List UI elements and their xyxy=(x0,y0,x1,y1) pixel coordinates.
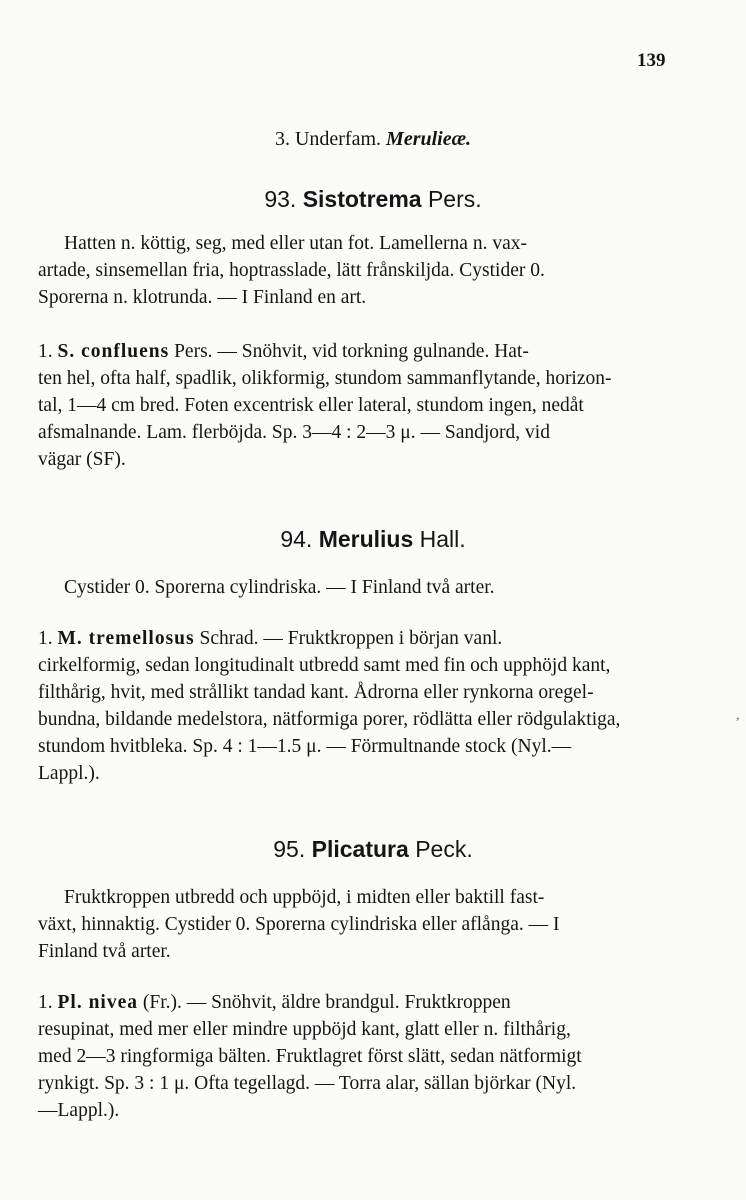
genus-number: 94. xyxy=(280,526,313,552)
text-line: Hatten n. köttig, seg, med eller utan fot. Lamellerna n. vax- xyxy=(64,233,527,254)
text-line: Fruktkroppen utbredd och uppböjd, i midten eller baktill fast- xyxy=(64,887,545,908)
genus-heading-plicatura xyxy=(0,836,746,863)
text-line: tal, 1—4 cm bred. Foten excentrisk eller lateral, stundom ingen, nedåt xyxy=(38,395,584,416)
text-line: Lappl.). xyxy=(38,763,100,784)
genus-heading-merulius xyxy=(0,526,746,553)
genus-heading-sistotrema xyxy=(0,186,746,213)
text-line: —Lappl.). xyxy=(38,1100,120,1121)
text-line: vägar (SF). xyxy=(38,449,126,470)
subfamily-name: Merulieæ. xyxy=(386,128,472,150)
genus-author: Pers. xyxy=(427,186,482,212)
text-line: resupinat, med mer eller mindre uppböjd kant, glatt eller n. filthårig, xyxy=(38,1019,571,1040)
genus-author: Hall. xyxy=(419,526,466,552)
species-description: (Fr.). — Snöhvit, äldre brandgul. Fruktkroppen xyxy=(142,992,511,1013)
margin-mark: , xyxy=(736,708,740,723)
text-line: artade, sinsemellan fria, hoptrasslade, lätt frånskiljda. Cystider 0. xyxy=(38,260,545,281)
subfamily-heading xyxy=(0,128,746,151)
species-name: S. confluens xyxy=(57,341,170,362)
genus-name: Plicatura xyxy=(311,836,409,862)
genus-name: Sistotrema xyxy=(302,186,422,212)
text-line: cirkelformig, sedan longitudinalt utbredd samt med fin och upphöjd kant, xyxy=(38,655,611,676)
genus-author: Peck. xyxy=(415,836,473,862)
species-description: Pers. — Snöhvit, vid torkning gulnande. Hat- xyxy=(174,341,529,362)
species-number: 1. xyxy=(38,992,53,1013)
text-line: med 2—3 ringformiga bälten. Fruktlagret först slätt, sedan nätformigt xyxy=(38,1046,582,1067)
text-line: afsmalnande. Lam. flerböjda. Sp. 3—4 : 2—3 μ. — Sandjord, vid xyxy=(38,422,550,443)
text-line: ten hel, ofta half, spadlik, olikformig, stundom sammanflytande, horizon- xyxy=(38,368,612,389)
text-line: rynkigt. Sp. 3 : 1 μ. Ofta tegellagd. — Torra alar, sällan björkar (Nyl. xyxy=(38,1073,577,1094)
species-name: M. tremellosus xyxy=(57,628,195,649)
species-number: 1. xyxy=(38,628,53,649)
text-line: växt, hinnaktig. Cystider 0. Sporerna cylindriska eller aflånga. — I xyxy=(38,914,560,935)
text-line: filthårig, hvit, med strållikt tandad kant. Ådrorna eller rynkorna oregel- xyxy=(38,682,594,703)
text-line: stundom hvitbleka. Sp. 4 : 1—1.5 μ. — Förmultnande stock (Nyl.— xyxy=(38,736,572,757)
species-name: Pl. nivea xyxy=(57,992,138,1013)
subfamily-prefix: 3. Underfam. xyxy=(274,128,382,150)
species-entry-first-line xyxy=(38,340,746,364)
text-line: Finland två arter. xyxy=(38,941,171,962)
text-line: Cystider 0. Sporerna cylindriska. — I Finland två arter. xyxy=(64,577,495,598)
species-description: Schrad. — Fruktkroppen i början vanl. xyxy=(199,628,503,649)
species-number: 1. xyxy=(38,341,53,362)
text-line: Sporerna n. klotrunda. — I Finland en art. xyxy=(38,287,367,308)
species-entry-first-line xyxy=(38,627,746,651)
page-number: 139 xyxy=(637,50,666,71)
genus-number: 93. xyxy=(264,186,297,212)
species-entry-first-line xyxy=(38,991,746,1015)
text-line: bundna, bildande medelstora, nätformiga porer, rödlätta eller rödgulaktiga, xyxy=(38,709,621,730)
genus-number: 95. xyxy=(273,836,306,862)
genus-name: Merulius xyxy=(318,526,414,552)
